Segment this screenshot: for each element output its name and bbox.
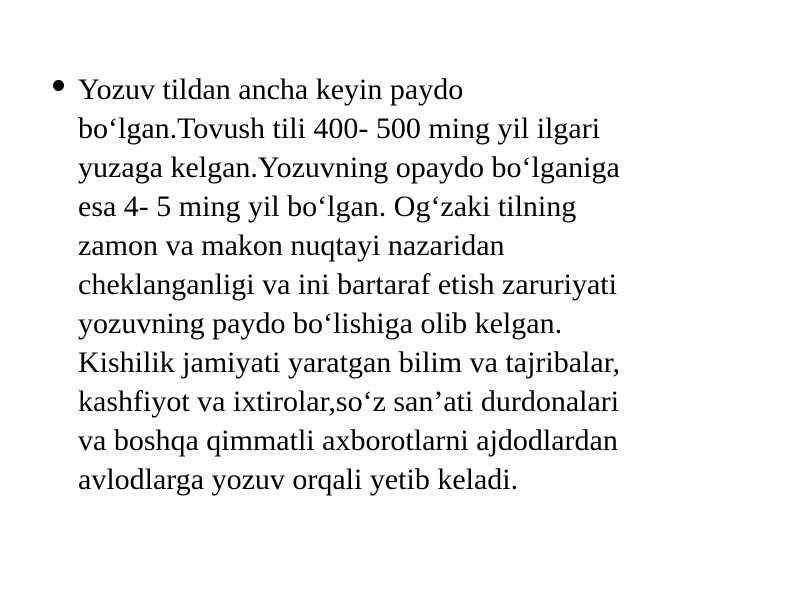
text-line: bo‘lgan.Tovush tili 400- 500 ming yil ilgari	[78, 112, 601, 145]
text-line: avlodlarga yozuv orqali yetib keladi.	[78, 463, 519, 496]
bullet-dot-icon	[53, 80, 64, 91]
bullet-list	[40, 70, 740, 499]
text-line: zamon va makon nuqtayi nazaridan	[78, 229, 505, 262]
text-line: Kishilik jamiyati yaratgan bilim va tajribalar,	[78, 346, 620, 379]
text-line: Yozuv tildan ancha keyin paydo	[78, 73, 464, 106]
text-line: kashfiyot va ixtirolar,so‘z san’ati durdonalari	[78, 385, 620, 418]
text-line: yuzaga kelgan.Yozuvning opaydo bo‘lganiga	[78, 151, 620, 184]
text-line: cheklanganligi va ini bartaraf etish zaruriyati	[78, 268, 617, 301]
bullet-item	[40, 70, 740, 499]
text-line: va boshqa qimmatli axborotlarni ajdodlardan	[78, 424, 618, 457]
text-line: yozuvning paydo bo‘lishiga olib kelgan.	[78, 307, 563, 340]
text-line: esa 4- 5 ming yil bo‘lgan. Og‘zaki tilning	[78, 190, 577, 223]
